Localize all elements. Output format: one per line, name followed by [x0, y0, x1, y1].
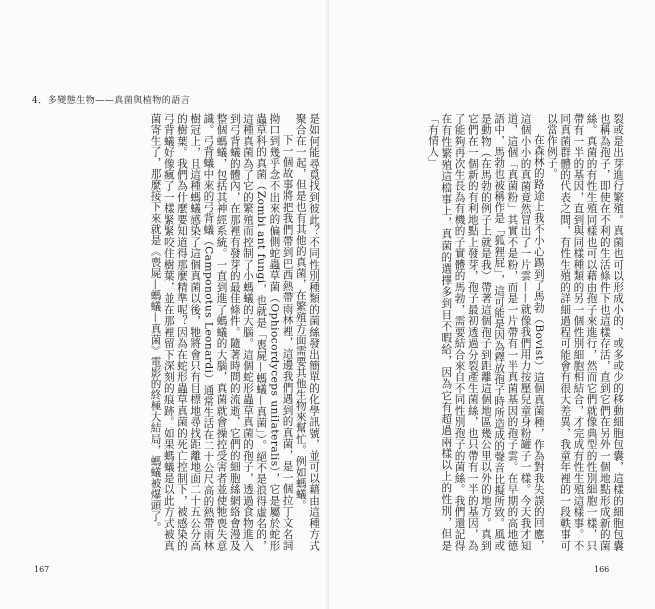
right-paragraph-2: 在森林的路途上我不小心踢到了馬勃（Bovist）這個真菌種，作為對我失誤的回應，這個小小的真菌竟然冒出了一片雲——就像我們用力按壓兒童身粉罐子一樣。今天我才知道，這個「真菌粉」其實不是粉，而是一片帶有一半真菌基因的孢子雲。在早期的高地德語中，馬勃也被稱作是「狐狸屁」，這可能是因為釋放孢子時所造成的聲音比擬所致。風或是動物（在馬勃的例子上就是我）帶著這個孢子到距離這個地區幾公里以外的地方。真到它們在一個新的有利地點上發芽，孢子最初透過分裂產生菌絲，也只帶有一半的基因，為了能夠再次生長為有機的子實體的馬勃，需要結合來自不同性別孢子的菌絲。我們還記得在有性繁殖這檔事上，真菌的選擇多到目不暇給，因為它有超過兩樣以上的性別，但是「有情人」 [427, 113, 545, 551]
page-number-right: 166 [594, 565, 610, 574]
book-gutter [326, 0, 329, 609]
left-page-text [33, 113, 320, 551]
left-paragraph-2: 下一個故事將把我們帶到巴西熱帶雨林裡，這邊我們遇到的真菌，是一個拉丁文名詞拗口到幾乎念不出來的偏側蛇蟲草菌（Ophiocordyceps unilateralis），它是屬於蛇形蟲草科的真菌（Zombi ant fungi，也就是「喪屍—螞蟻—真菌」）。絕不是浪得虛名的，這種真菌為了它的繁殖而控制了小螞蟻的大腦。這個蛇形蟲草真菌的孢子，透過食物進入到弓背蟻的體內，在那裡有發芽的最佳條件。隨著時間的流逝，它們的細胞絲網絡會漫及整個螞蟻，包括其神經系統。一直到進了螞蟻的大腦，真菌就會操控受害者並使牠喪失意識。弓背蟻中來的弓背蟻（Camponotus Leonardi）通常生活在二十公尺高的熱帶雨林樹冠上，且這種螞蟻感染了這個真菌以後，牠將會只有目標地尋找距離地面二十五公分高的樹葉。我們為什麼要知道得那麼精準呢？因為在蛇形蟲草真菌的死亡控制下，被感染的弓背蟻好像瘋了一樣緊緊咬住樹葉，並在那裡留下深刻的痕跡。如果螞蟻是以此方式被真菌寄生了，那麼接下來就是《喪屍—螞蟻—真菌》電影的終極大結局，螞蟻被爆頭了。 [149, 113, 294, 551]
page-number-left: 167 [34, 565, 50, 574]
right-page-text [340, 113, 624, 551]
left-paragraph-1: 是如何能尋覓找到彼此？不同性別種類的菌絲發出簡單的化學訊號，並可以藉由這種方式聚合在一起，但是也有其他的真菌，在繁殖方面需要其他生物來幫忙。例如螞蟻。 [294, 113, 320, 551]
right-paragraph-1: 裂或是出芽進行繁殖。真菌也可以形成小的、或多或少的移動細胞包囊，這樣的細胞包囊也稱為孢子，即使在不利的生活條件下也這樣存活，直到它們在另外一個地點形成新的菌絲。真菌的有性生殖同樣也可以藉由孢子來進行，然而它們就像典型的性別細胞一樣，只帶有一半的基因，直到與同樣種類的另一個性別細胞相結合，才完成有性生殖這樣事。不同真菌群體的代表之間，有性生殖的詳細過程可能會有很大差異，我童年裡的一段軼事可以當作例子。 [545, 113, 624, 551]
running-head: 4．多變態生物——真菌與植物的語言 [32, 96, 191, 106]
